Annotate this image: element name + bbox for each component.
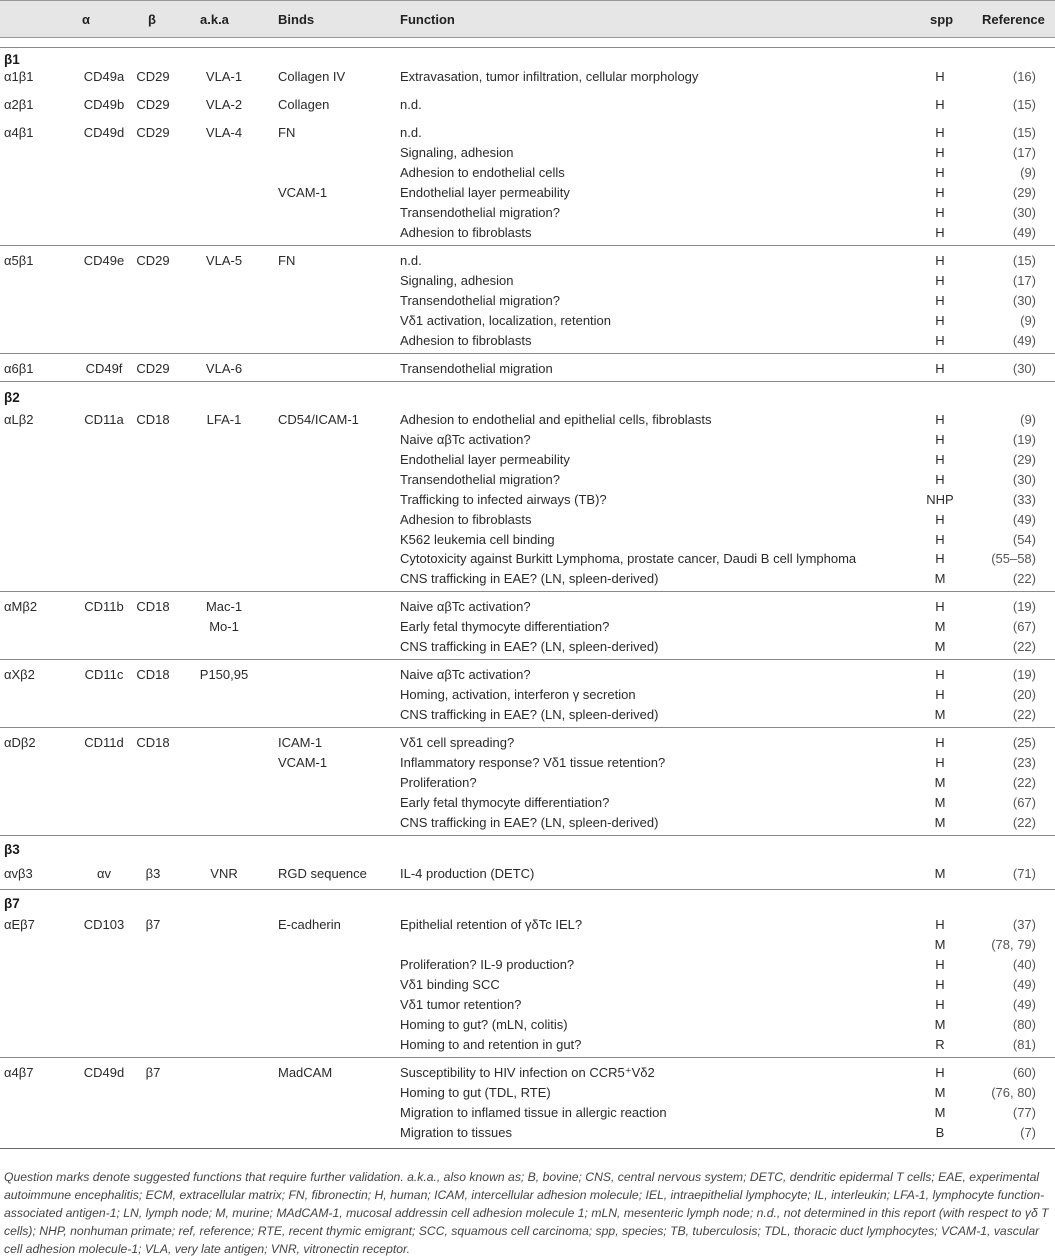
reference-cell: (33) [1012,492,1036,507]
binds-cell: CD54/ICAM-1 [278,412,359,427]
binds-cell: FN [278,125,296,140]
spp-cell: M [934,639,946,654]
function-cell: Vδ1 activation, localization, retention [400,313,612,328]
function-cell: Transendothelial migration [400,361,553,376]
alpha-cell: CD11b [84,599,124,614]
spp-cell: H [935,687,945,702]
function-cell: Extravasation, tumor infiltration, cellular morphology [400,69,699,84]
reference-cell: (67) [1012,795,1036,810]
spp-cell: H [935,1065,945,1080]
reference-cell: (29) [1012,452,1036,467]
binds-cell: VCAM-1 [278,185,328,200]
function-cell: Cytotoxicity against Burkitt Lymphoma, prostate cancer, Daudi B cell lymphoma [400,551,857,566]
alpha-cell: CD49e [83,253,125,268]
binds-cell: Collagen [278,97,330,112]
function-cell: Adhesion to fibroblasts [400,333,532,348]
spp-cell: M [934,571,946,586]
table-header [0,0,1055,38]
aka-cell: P150,95 [199,667,249,682]
row-separator [0,659,1055,660]
function-cell: Migration to inflamed tissue in allergic reaction [400,1105,667,1120]
spp-cell: H [935,917,945,932]
alpha-cell: CD49f [85,361,123,376]
beta-cell: β3 [145,866,161,881]
function-cell: Endothelial layer permeability [400,185,570,200]
binds-cell: ICAM-1 [278,735,323,750]
reference-cell: (49) [1012,997,1036,1012]
header-aka: a.k.a [200,12,229,27]
reference-cell: (60) [1012,1065,1036,1080]
table-footnote: Question marks denote suggested functions that require further validation. a.k.a., also known as; B, bovine; CNS, central nervous system; DETC, dendritic epidermal T cells; EAE, experimental autoimmune encephalitis; ECM, extracellular matrix; FN, fibronectin; H, human; ICAM, intercellular adhesion molecule; IEL, intraepithelial lymphocyte; IL, interleukin; LFA-1, lymphocyte function-associated antigen-1; LN, lymph node; M, murine; MAdCAM-1, mucosal addressin cell adhesion molecule 1; mLN, mesenteric lymph node; n.d., not determined in this report (with respect to γδ T cells); NHP, nonhuman primate; ref, reference; RTE, recent thymic emigrant; SCC, squamous cell carcinoma; spp, species; TB, tuberculosis; TDL, thoracic duct lymphocytes; VCAM-1, vascular cell adhesion molecule-1; VLA, very late antigen; VNR, vitronectin receptor. [4,1170,1049,1257]
aka-cell: Mo-1 [209,619,239,634]
reference-cell: (20) [1012,687,1036,702]
function-cell: Naive αβTc activation? [400,432,531,447]
integrin-cell: α5β1 [4,253,34,268]
aka-cell: VLA-5 [205,253,243,268]
reference-cell: (15) [1012,125,1036,140]
binds-cell: VCAM-1 [278,755,328,770]
function-cell: Proliferation? [400,775,477,790]
integrin-cell: α2β1 [4,97,34,112]
function-cell: Naive αβTc activation? [400,667,531,682]
function-cell: Epithelial retention of γδTc IEL? [400,917,583,932]
function-cell: Naive αβTc activation? [400,599,531,614]
beta-cell: CD29 [136,125,170,140]
reference-cell: (22) [1012,775,1036,790]
integrin-cell: αDβ2 [4,735,36,750]
spp-cell: H [935,125,945,140]
group-heading: β3 [4,842,20,857]
spp-cell: H [935,273,945,288]
function-cell: Early fetal thymocyte differentiation? [400,619,610,634]
beta-cell: β7 [145,917,161,932]
alpha-cell: CD11c [84,667,124,682]
alpha-cell: CD11d [84,735,124,750]
spp-cell: H [935,145,945,160]
row-separator [0,835,1055,836]
reference-cell: (54) [1012,532,1036,547]
alpha-cell: αv [96,866,112,881]
reference-cell: (25) [1012,735,1036,750]
function-cell: Transendothelial migration? [400,472,560,487]
spp-cell: M [934,1017,946,1032]
aka-cell: VLA-6 [205,361,243,376]
reference-cell: (49) [1012,512,1036,527]
reference-cell: (67) [1012,619,1036,634]
alpha-cell: CD49d [83,125,125,140]
function-cell: Transendothelial migration? [400,205,560,220]
spp-cell: NHP [926,492,954,507]
reference-cell: (7) [1020,1125,1036,1140]
integrin-cell: α4β7 [4,1065,34,1080]
row-separator [0,381,1055,382]
beta-cell: CD18 [136,412,170,427]
binds-cell: RGD sequence [278,866,367,881]
reference-cell: (77) [1012,1105,1036,1120]
reference-cell: (16) [1012,69,1036,84]
group-heading: β7 [4,896,20,911]
beta-cell: CD29 [136,97,170,112]
aka-cell: VLA-1 [205,69,243,84]
reference-cell: (15) [1012,253,1036,268]
function-cell: IL-4 production (DETC) [400,866,535,881]
spp-cell: H [935,97,945,112]
reference-cell: (9) [1020,313,1036,328]
row-separator [0,245,1055,246]
spp-cell: H [935,313,945,328]
header-spp: spp [930,12,954,27]
alpha-cell: CD49b [83,97,125,112]
row-separator [0,353,1055,354]
spp-cell: H [935,755,945,770]
reference-cell: (30) [1012,293,1036,308]
spp-cell: M [934,707,946,722]
spp-cell: H [935,205,945,220]
function-cell: Adhesion to endothelial and epithelial cells, fibroblasts [400,412,712,427]
header-reference: Reference [982,12,1045,27]
reference-cell: (40) [1012,957,1036,972]
beta-cell: CD18 [136,735,170,750]
reference-cell: (78, 79) [991,937,1036,952]
group-heading: β2 [4,390,20,405]
spp-cell: R [935,1037,945,1052]
spp-cell: H [935,452,945,467]
spp-cell: H [935,512,945,527]
function-cell: Inflammatory response? Vδ1 tissue retention? [400,755,666,770]
row-separator [0,591,1055,592]
reference-cell: (19) [1012,667,1036,682]
spp-cell: M [934,795,946,810]
spp-cell: H [935,165,945,180]
function-cell: Signaling, adhesion [400,145,514,160]
function-cell: Proliferation? IL-9 production? [400,957,575,972]
reference-cell: (80) [1012,1017,1036,1032]
reference-cell: (15) [1012,97,1036,112]
spp-cell: H [935,997,945,1012]
integrin-cell: αXβ2 [4,667,35,682]
spp-cell: M [934,1105,946,1120]
spp-cell: M [934,937,946,952]
row-separator [0,727,1055,728]
spp-cell: H [935,253,945,268]
reference-cell: (76, 80) [991,1085,1036,1100]
reference-cell: (17) [1012,145,1036,160]
function-cell: Vδ1 binding SCC [400,977,500,992]
spp-cell: H [935,735,945,750]
reference-cell: (9) [1020,165,1036,180]
header-function: Function [400,12,455,27]
function-cell: Adhesion to fibroblasts [400,512,532,527]
spp-cell: H [935,472,945,487]
reference-cell: (49) [1012,333,1036,348]
spp-cell: H [935,432,945,447]
function-cell: CNS trafficking in EAE? (LN, spleen-derived) [400,815,659,830]
integrin-cell: α4β1 [4,125,34,140]
function-cell: Adhesion to fibroblasts [400,225,532,240]
reference-cell: (22) [1012,815,1036,830]
function-cell: Endothelial layer permeability [400,452,570,467]
reference-cell: (22) [1012,707,1036,722]
function-cell: n.d. [400,125,422,140]
spp-cell: H [935,667,945,682]
function-cell: Susceptibility to HIV infection on CCR5⁺Vδ2 [400,1065,655,1080]
header-alpha: α [82,12,90,27]
integrin-cell: α1β1 [4,69,34,84]
alpha-cell: CD49d [83,1065,125,1080]
reference-cell: (30) [1012,205,1036,220]
integrin-cell: αLβ2 [4,412,34,427]
aka-cell: VLA-2 [205,97,243,112]
reference-cell: (55–58) [991,551,1036,566]
beta-cell: CD18 [136,599,170,614]
binds-cell: MadCAM [278,1065,333,1080]
aka-cell: LFA-1 [206,412,242,427]
aka-cell: VNR [210,866,238,881]
binds-cell: E-cadherin [278,917,341,932]
aka-cell: VLA-4 [205,125,243,140]
reference-cell: (23) [1012,755,1036,770]
function-cell: Homing to gut? (mLN, colitis) [400,1017,568,1032]
beta-cell: CD29 [136,253,170,268]
spp-cell: M [934,815,946,830]
function-cell: Homing to and retention in gut? [400,1037,582,1052]
spp-cell: B [935,1125,945,1140]
beta-cell: CD29 [136,361,170,376]
beta-cell: β7 [145,1065,161,1080]
binds-cell: Collagen IV [278,69,346,84]
spp-cell: H [935,599,945,614]
function-cell: n.d. [400,97,422,112]
beta-cell: CD18 [136,667,170,682]
function-cell: Homing to gut (TDL, RTE) [400,1085,551,1100]
reference-cell: (71) [1012,866,1036,881]
function-cell: Migration to tissues [400,1125,512,1140]
integrin-cell: αMβ2 [4,599,38,614]
spp-cell: M [934,866,946,881]
reference-cell: (30) [1012,472,1036,487]
beta-cell: CD29 [136,69,170,84]
reference-cell: (49) [1012,225,1036,240]
reference-cell: (81) [1012,1037,1036,1052]
integrin-cell: αvβ3 [4,866,33,881]
function-cell: CNS trafficking in EAE? (LN, spleen-derived) [400,639,659,654]
spp-cell: M [934,775,946,790]
reference-cell: (22) [1012,571,1036,586]
reference-cell: (37) [1012,917,1036,932]
reference-cell: (19) [1012,432,1036,447]
row-separator [0,1057,1055,1058]
spp-cell: H [935,957,945,972]
function-cell: Vδ1 cell spreading? [400,735,515,750]
table-bottom-rule [0,1148,1055,1149]
reference-cell: (49) [1012,977,1036,992]
reference-cell: (30) [1012,361,1036,376]
spp-cell: H [935,412,945,427]
alpha-cell: CD103 [83,917,125,932]
function-cell: Adhesion to endothelial cells [400,165,565,180]
reference-cell: (22) [1012,639,1036,654]
function-cell: Signaling, adhesion [400,273,514,288]
header-binds: Binds [278,12,315,27]
spp-cell: H [935,185,945,200]
alpha-cell: CD49a [83,69,125,84]
binds-cell: FN [278,253,296,268]
spp-cell: H [935,977,945,992]
function-cell: Transendothelial migration? [400,293,560,308]
spp-cell: M [934,619,946,634]
function-cell: CNS trafficking in EAE? (LN, spleen-derived) [400,707,659,722]
function-cell: Vδ1 tumor retention? [400,997,522,1012]
group-heading: β1 [4,52,20,67]
spp-cell: H [935,225,945,240]
integrin-cell: αEβ7 [4,917,35,932]
function-cell: CNS trafficking in EAE? (LN, spleen-derived) [400,571,659,586]
spp-cell: H [935,333,945,348]
reference-cell: (19) [1012,599,1036,614]
row-separator [0,47,1055,48]
spp-cell: H [935,532,945,547]
spp-cell: H [935,361,945,376]
spp-cell: H [935,551,945,566]
spp-cell: H [935,69,945,84]
function-cell: Trafficking to infected airways (TB)? [400,492,607,507]
reference-cell: (17) [1012,273,1036,288]
integrin-cell: α6β1 [4,361,34,376]
reference-cell: (9) [1020,412,1036,427]
reference-cell: (29) [1012,185,1036,200]
row-separator [0,889,1055,890]
spp-cell: M [934,1085,946,1100]
function-cell: n.d. [400,253,422,268]
function-cell: Early fetal thymocyte differentiation? [400,795,610,810]
alpha-cell: CD11a [84,412,124,427]
header-beta: β [148,12,156,27]
spp-cell: H [935,293,945,308]
function-cell: K562 leukemia cell binding [400,532,555,547]
function-cell: Homing, activation, interferon γ secretion [400,687,636,702]
aka-cell: Mac-1 [205,599,243,614]
